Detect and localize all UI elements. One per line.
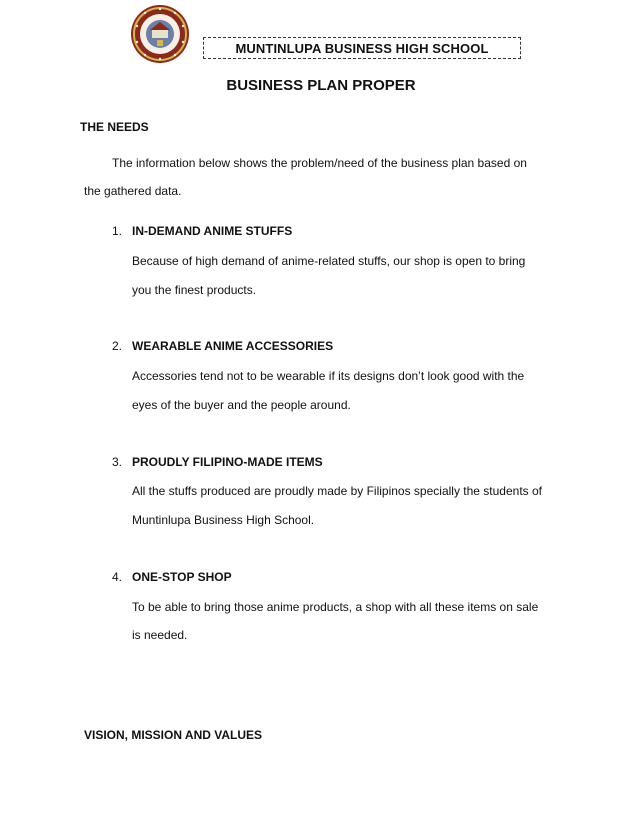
item-text-line: eyes of the buyer and the people around. xyxy=(132,398,351,412)
item-text-line: To be able to bring those anime products, a shop with all these items on sale xyxy=(132,600,539,614)
item-text-line: you the finest products. xyxy=(132,283,257,297)
item-title: ONE-STOP SHOP xyxy=(132,570,232,584)
item-title: PROUDLY FILIPINO-MADE ITEMS xyxy=(132,455,323,469)
school-name: MUNTINLUPA BUSINESS HIGH SCHOOL xyxy=(235,40,489,56)
item-text-line: Accessories tend not to be wearable if its designs don’t look good with the xyxy=(132,369,525,383)
item-text-line: All the stuffs produced are proudly made by Filipinos specially the students of xyxy=(132,484,543,498)
item-number: 3. xyxy=(112,455,123,469)
item-title: WEARABLE ANIME ACCESSORIES xyxy=(132,339,334,353)
item-text-line: Muntinlupa Business High School. xyxy=(132,513,315,527)
needs-heading: THE NEEDS xyxy=(80,120,149,134)
needs-intro-line-2: the gathered data. xyxy=(84,184,182,198)
item-number: 1. xyxy=(112,224,123,238)
school-name-banner xyxy=(203,37,521,59)
item-number: 2. xyxy=(112,339,123,353)
item-text-line: Because of high demand of anime-related stuffs, our shop is open to bring xyxy=(132,254,526,268)
school-seal-icon xyxy=(130,4,190,64)
vision-heading: VISION, MISSION AND VALUES xyxy=(84,728,263,742)
needs-intro-line-1: The information below shows the problem/need of the business plan based on xyxy=(112,156,527,170)
item-number: 4. xyxy=(112,570,123,584)
item-title: IN-DEMAND ANIME STUFFS xyxy=(132,224,293,238)
item-text-line: is needed. xyxy=(132,628,188,642)
page-title: BUSINESS PLAN PROPER xyxy=(226,77,416,94)
